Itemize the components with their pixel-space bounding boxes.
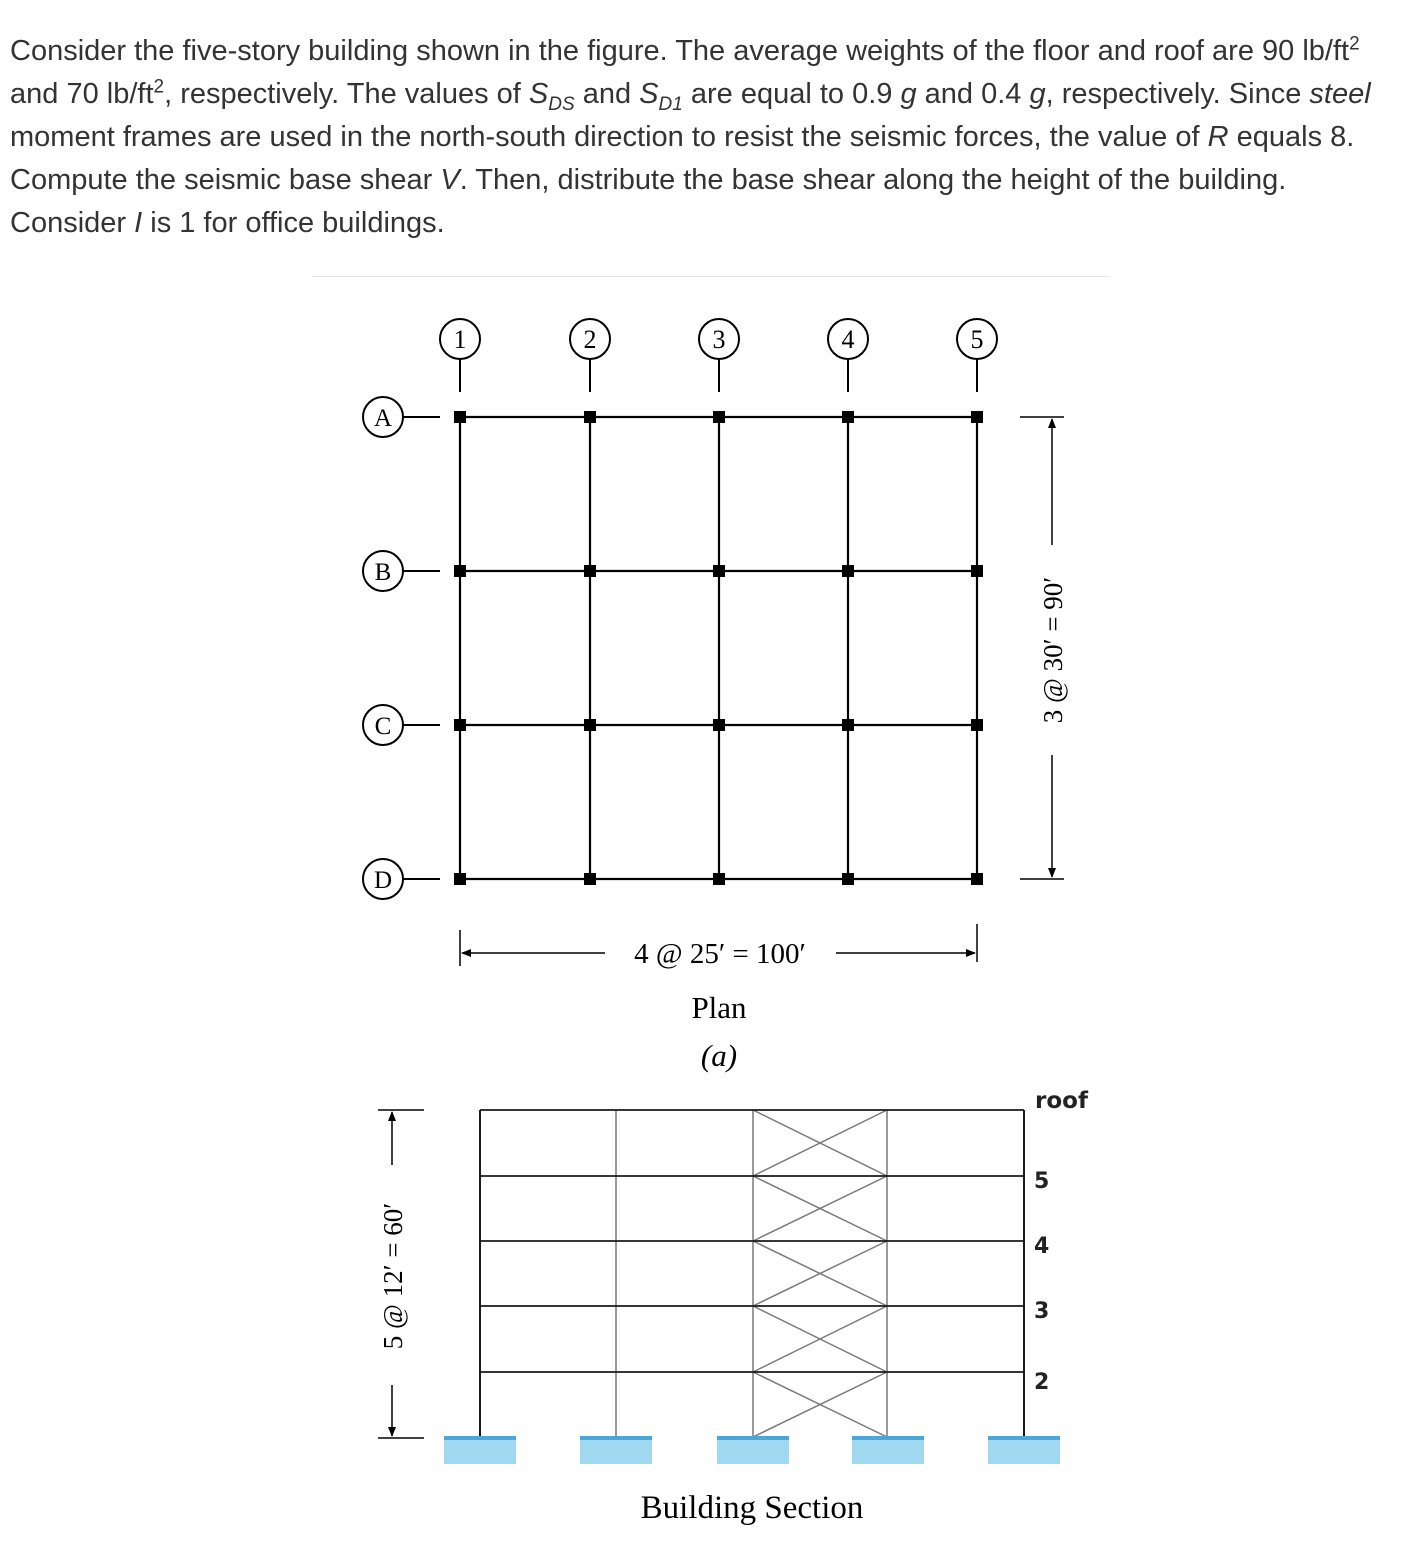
column-marker (584, 411, 596, 423)
column-marker (713, 565, 725, 577)
plan-depth-dimension: 3 @ 30′ = 90′ (1038, 576, 1068, 724)
axis-bubble-4 (828, 319, 868, 392)
axis-bubble-5 (957, 319, 997, 392)
axis-label-d: D (373, 867, 393, 894)
plan-vertical-dimension (1020, 417, 1068, 879)
column-marker (971, 719, 983, 731)
column-marker (713, 873, 725, 885)
axis-bubble-c (363, 705, 440, 745)
floor-label-5: 5 (1034, 1169, 1050, 1194)
plan-grid (460, 417, 977, 879)
column-marker (584, 873, 596, 885)
column-marker (454, 719, 466, 731)
x-bracing (753, 1110, 887, 1437)
footing-top (444, 1436, 516, 1440)
axis-label-4: 4 (841, 325, 855, 354)
interior-columns (616, 1110, 887, 1438)
plan-view (363, 319, 1068, 1073)
column-marker (713, 719, 725, 731)
axis-label-2: 2 (583, 325, 597, 354)
footing-top (988, 1436, 1060, 1440)
column-marker (584, 719, 596, 731)
footing (580, 1438, 652, 1464)
column-marker (842, 719, 854, 731)
column-marker (842, 565, 854, 577)
section-caption: Building Section (640, 1490, 864, 1526)
footing (852, 1438, 924, 1464)
column-marker (454, 565, 466, 577)
column-marker (454, 411, 466, 423)
axis-label-1: 1 (453, 325, 467, 354)
axis-label-a: A (373, 405, 393, 432)
footings (444, 1436, 1060, 1464)
floor-labels (1034, 1088, 1089, 1395)
column-marker (971, 565, 983, 577)
row-axis-labels (363, 397, 440, 899)
roof-label: roof (1035, 1088, 1088, 1114)
column-marker (971, 411, 983, 423)
problem-statement: Consider the five-story building shown in the figure. The average weights of the floor and roof are 90 $lb/ft^2$ and 70 $lb/ft^2$, respectively. The values of $S_{DS}$ and $S_{D1}$ are equal to 0.9 g and 0.4 g, respectively. Since steel moment frames are used in the north-south direction to resist the seismic forces, the value of R equals 8. Compute the seismic base shear V. Then, distribute the base shear along the height of the building. Consider I is 1 for office buildings. (10, 33, 1371, 239)
column-axis-labels (440, 319, 997, 392)
axis-bubble-a (363, 397, 440, 437)
floor-label-2: 2 (1034, 1370, 1050, 1395)
floor-label-4: 4 (1034, 1234, 1050, 1259)
plan-caption: Plan (691, 990, 747, 1025)
column-marker (454, 873, 466, 885)
column-marker (713, 411, 725, 423)
footing (988, 1438, 1060, 1464)
footing (717, 1438, 789, 1464)
axis-bubble-2 (570, 319, 610, 392)
column-marker (971, 873, 983, 885)
axis-label-3: 3 (712, 325, 726, 354)
axis-bubble-1 (440, 319, 480, 392)
axis-bubble-b (363, 551, 440, 591)
axis-bubble-d (363, 859, 440, 899)
footing-top (580, 1436, 652, 1440)
footing (444, 1438, 516, 1464)
figure-sublabel: (a) (700, 1038, 738, 1073)
axis-label-b: B (374, 559, 392, 586)
column-marker (842, 873, 854, 885)
axis-bubble-3 (699, 319, 739, 392)
footing-top (717, 1436, 789, 1440)
column-marker (584, 565, 596, 577)
building-section (378, 1088, 1089, 1526)
axis-label-5: 5 (970, 325, 984, 354)
section-height-dimension (378, 1110, 424, 1438)
column-marker (842, 411, 854, 423)
footing-top (852, 1436, 924, 1440)
plan-horizontal-dimension (460, 924, 977, 970)
section-height-label: 5 @ 12′ = 60′ (378, 1202, 408, 1350)
plan-width-dimension: 4 @ 25′ = 100′ (634, 938, 806, 970)
floor-label-3: 3 (1034, 1299, 1050, 1324)
axis-label-c: C (374, 713, 392, 740)
